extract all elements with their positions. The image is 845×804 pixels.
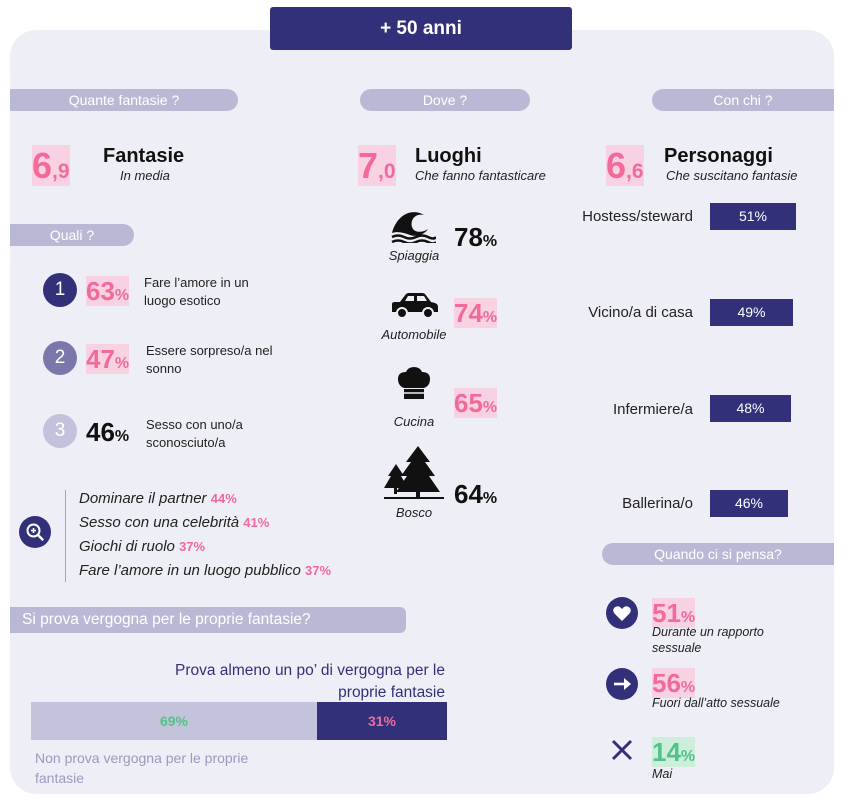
when-sub-fuori: Fuori dall’atto sessuale	[652, 696, 780, 710]
shame-yes-bar: 31%	[317, 702, 447, 740]
fantasie-sub: In media	[120, 168, 170, 183]
other-fantasy-1: Dominare il partner 44%	[79, 490, 237, 507]
other-fantasy-2: Sesso con una celebrità 41%	[79, 514, 270, 531]
character-bar: 48%	[710, 395, 791, 422]
luoghi-title: Luoghi	[415, 145, 482, 167]
place-value-automobile: 74%	[454, 298, 498, 328]
rank-3-value: 46%	[86, 417, 130, 447]
chef-hat-icon	[396, 366, 432, 407]
divider-line	[65, 490, 66, 582]
when-value-mai: 14%	[652, 737, 696, 767]
character-label: Hostess/steward	[582, 208, 693, 225]
place-label-cucina: Cucina	[393, 414, 435, 429]
when-sub-durante: Durante un rapporto sessuale	[652, 625, 764, 655]
place-label-automobile: Automobile	[381, 327, 447, 342]
personaggi-sub: Che suscitano fantasie	[666, 168, 798, 183]
character-label: Ballerina/o	[622, 495, 693, 512]
arrow-right-icon	[606, 668, 638, 700]
character-label: Vicino/a di casa	[588, 304, 693, 321]
character-bar: 46%	[710, 490, 788, 517]
shame-no-label: Non prova vergogna per le proprie fantasie	[35, 750, 249, 786]
fantasie-title: Fantasie	[103, 145, 185, 167]
header-quante: Quante fantasie ?	[10, 89, 238, 111]
shame-no-bar: 69%	[31, 702, 317, 740]
header-vergogna: Si prova vergogna per le proprie fantasie?	[10, 607, 406, 633]
rank-3-desc: Sesso con uno/a sconosciuto/a	[146, 417, 243, 450]
luoghi-number: 7,0	[358, 145, 396, 186]
rank-2-value: 47%	[86, 344, 130, 374]
page-title: + 50 anni	[270, 7, 572, 50]
character-bar: 49%	[710, 299, 793, 326]
personaggi-title: Personaggi	[664, 145, 773, 167]
character-bar: 51%	[710, 203, 796, 230]
other-fantasy-3: Giochi di ruolo 37%	[79, 538, 206, 555]
place-value-spiaggia: 78%	[454, 222, 498, 252]
shame-yes-label: Prova almeno un po’ di vergogna per le proprie fantasie	[175, 662, 445, 701]
when-sub-mai: Mai	[652, 767, 673, 781]
when-value-fuori: 56%	[652, 668, 696, 698]
place-value-cucina: 65%	[454, 388, 498, 418]
rank-1-badge: 1	[43, 273, 77, 307]
heart-icon	[606, 597, 638, 629]
character-label: Infermiere/a	[612, 401, 693, 418]
rank-1-value: 63%	[86, 276, 130, 306]
header-quando: Quando ci si pensa?	[602, 543, 834, 565]
other-fantasy-4: Fare l’amore in un luogo pubblico 37%	[79, 562, 332, 579]
car-icon	[388, 290, 440, 325]
header-quali: Quali ?	[10, 224, 134, 246]
when-value-durante: 51%	[652, 598, 696, 628]
luoghi-sub: Che fanno fantasticare	[415, 168, 546, 183]
wave-icon	[390, 207, 436, 248]
rank-2-desc: Essere sorpreso/a nel sonno	[146, 343, 273, 376]
place-value-bosco: 64%	[454, 479, 498, 509]
fantasie-number: 6,9	[32, 145, 70, 186]
zoom-icon[interactable]	[19, 516, 51, 548]
place-label-spiaggia: Spiaggia	[388, 248, 440, 263]
x-icon	[609, 737, 635, 768]
header-dove: Dove ?	[360, 89, 530, 111]
rank-3-badge: 3	[43, 414, 77, 448]
rank-1-desc: Fare l’amore in un luogo esotico	[144, 275, 249, 308]
rank-2-badge: 2	[43, 341, 77, 375]
personaggi-number: 6,6	[606, 145, 644, 186]
place-label-bosco: Bosco	[395, 505, 433, 520]
header-con-chi: Con chi ?	[652, 89, 834, 111]
trees-icon	[384, 446, 444, 505]
